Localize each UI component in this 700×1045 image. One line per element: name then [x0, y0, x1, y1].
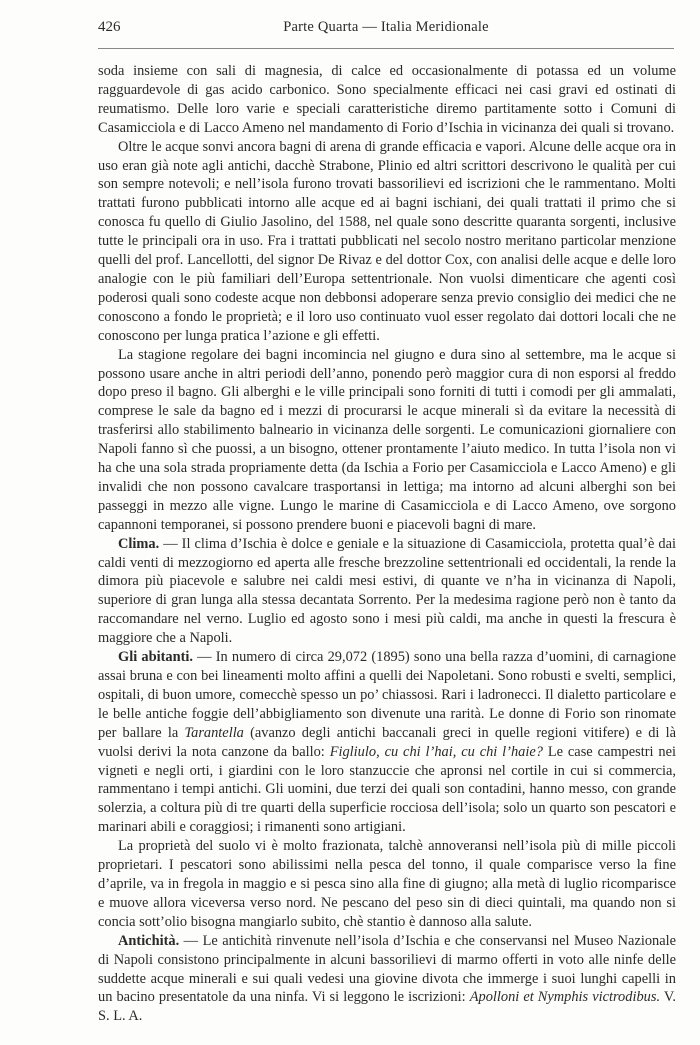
paragraph-text: Le case campestri nei vigneti e negli orti, i giardini con le loro stanzuccie che apronsi nel cortile in cui si commercia, rammentano i tempi antichi. Gli uomini, due terzi dei quali son contadini, hanno messo, con grande solerzia, a coltura più di tre quarti della superficie rocciosa dell’isola; solo un quarto son pescatori e marinari abili e coraggiosi; i rimanenti sono artigiani.: [98, 743, 676, 836]
running-head: [98, 19, 674, 41]
italic-text: Apolloni et Nymphis victrodibus.: [469, 989, 661, 1006]
section-title: Antichità.: [118, 932, 180, 949]
paragraph-text: — Le antichità rinvenute nell’isola d’Ischia e che conservansi nel Museo Nazionale di Napoli consistono principalmente in alcuni bassorilievi di marmo offerti in voto alle ninfe delle suddette acque minerali e sui quali vedesi una giovine divota che immerge i suoi lunghi capelli in un bacino presentatole da una ninfa. Vi si leggono le iscrizioni:: [98, 932, 676, 1006]
page-number: 426: [98, 19, 121, 35]
paragraph-text: (avanzo degli antichi baccanali greci in quelle regioni vitifere) e di là vuolsi derivi la nota canzone da ballo:: [98, 724, 676, 760]
paragraph-antichita: [98, 932, 676, 1027]
paragraph-text: — In numero di circa 29,072 (1895) sono una bella razza d’uomini, di carnagione assai bruna e con bei lineamenti molto affini a quelli dei Napoletani. Sono robusti e svelti, semplici, ospitali, di buon umore, comecchè spesso un po’ chiassosi. Rari i ladronecci. Il dialetto particolare e le belle antiche foggie dell’abbigliamento son divenute una rarità. Le donne di Forio son rinomate per ballare la: [98, 649, 676, 741]
italic-text: Figliulo, cu chi l’hai, cu chi l’haie?: [329, 743, 543, 760]
paragraph-gli-abitanti: [98, 648, 676, 837]
paragraph-text: La stagione regolare dei bagni incomincia nel giugno e dura sino al settembre, ma le acque si possono usare anche in altri periodi dell’anno, ponendo però maggior cura di non esporsi al freddo dopo preso il bagno. Gli alberghi e le ville principali sono forniti di tutti i comodi per gli ammalati, comprese le sale da bagno ed i mezzi di procurarsi le acque minerali sì da evitare la necessità di trasferirsi allo stabilimento balneario in vicinanza delle sorgenti. Le comunicazioni giornaliere con Napoli fanno sì che puossi, a un bisogno, ottener prontamente l’aiuto medico. In tutta l’isola non vi ha che una sola strada propriamente detta (da Ischia a Forio per Casamicciola e Lacco Ameno) e gli invalidi che non possono cavalcare trasportansi in lettiga; ma intorno ad alcuni alberghi son bei passeggi in mezzo alle vigne. Lungo le marine di Casamicciola e di Lacco Ameno, ove sorgono capannoni temporanei, si possono prendere buoni e piacevoli bagni di mare.: [98, 346, 676, 533]
paragraph-land-and-fishing: [98, 837, 676, 932]
section-title: Clima.: [118, 535, 160, 552]
paragraph-text: Oltre le acque sonvi ancora bagni di arena di grande efficacia e vapori. Alcune delle acque ora in uso eran già note agli antichi, dacchè Strabone, Plinio ed altri scrittori descrivono le qualità per cui son sempre notevoli; e nell’isola furono trovati bassorilievi ed iscrizioni che le rammentano. Molti trattati furono pubblicati intorno alle acque ed ai bagni ischiani, dei quali trattati il primo che si conosca fu quello di Giulio Jasolino, del 1588, nel quale sono descritte quaranta sorgenti, inclusive tutte le principali ora in uso. Fra i trattati pubblicati nel secolo nostro meritano particolar menzione quelli del prof. Lancellotti, del signor De Rivaz e del dottor Cox, con analisi delle acque e delle loro analogie con le più familiari dell’Europa settentrionale. Non vuolsi dimenticare che agenti così poderosi quali sono codeste acque non debbonsi adoperare senza previo consiglio dei medici che ne conoscono a fondo le proprietà; e il loro uso continuato vuol esser regolato dai dottori locali che ne conoscono per lunga pratica l’azione e gli effetti.: [98, 138, 676, 344]
italic-text: Tarantella: [184, 724, 244, 741]
paragraph-bathing-season: [98, 346, 676, 535]
paragraph-text: V. S. L. A.: [98, 989, 676, 1025]
running-title: Parte Quarta — Italia Meridionale: [283, 19, 489, 35]
paragraph-mineral-waters: [98, 62, 676, 138]
paragraph-text: — Il clima d’Ischia è dolce e geniale e la situazione di Casamicciola, protetta qual’è dai caldi venti di mezzogiorno ed aperta alle fresche brezzoline settentrionali ed occidentali, la rende la dimora più piacevole e salubre nei caldi mesi estivi, di quante ve n’ha in vicinanza di Napoli, superiore di gran lunga alla stessa decantata Sorrento. Per la medesima ragione però non è tanto da raccomandare nel verno. Luglio ed agosto sono i mesi più caldi, ma anche in questi la frescura è maggiore che a Napoli.: [98, 535, 676, 647]
paragraph-text: soda insieme con sali di magnesia, di calce ed occasionalmente di potassa ed un volume ragguardevole di gas acido carbonico. Sono specialmente efficaci nei casi gravi ed ostinati di reumatismo. Delle loro varie e speciali caratteristiche diremo partitamente sotto i Comuni di Casamicciola e di Lacco Ameno nel mandamento di Forio d’Ischia in vicinanza dei quali si trovano.: [98, 63, 676, 136]
body-text: [98, 62, 676, 1026]
header-rule: [98, 48, 674, 49]
section-title: Gli abitanti.: [118, 649, 193, 666]
paragraph-sand-baths-and-treatises: [98, 138, 676, 346]
paragraph-clima: [98, 535, 676, 648]
paragraph-text: La proprietà del suolo vi è molto frazionata, talchè annoveransi nell’isola più di mille piccoli proprietari. I pescatori sono abilissimi nella pesca del tonno, il quale comparisce verso la fine d’aprile, va in fregola in maggio e si pesca sino alla fine di giugno; alla metà di luglio ricomparisce e muove allora viceversa verso nord. Ne pescano del peso sin di dieci quintali, ma quando non si concia sott’olio bisogna mangiarlo subito, chè stantio è dannoso alla salute.: [98, 838, 676, 930]
